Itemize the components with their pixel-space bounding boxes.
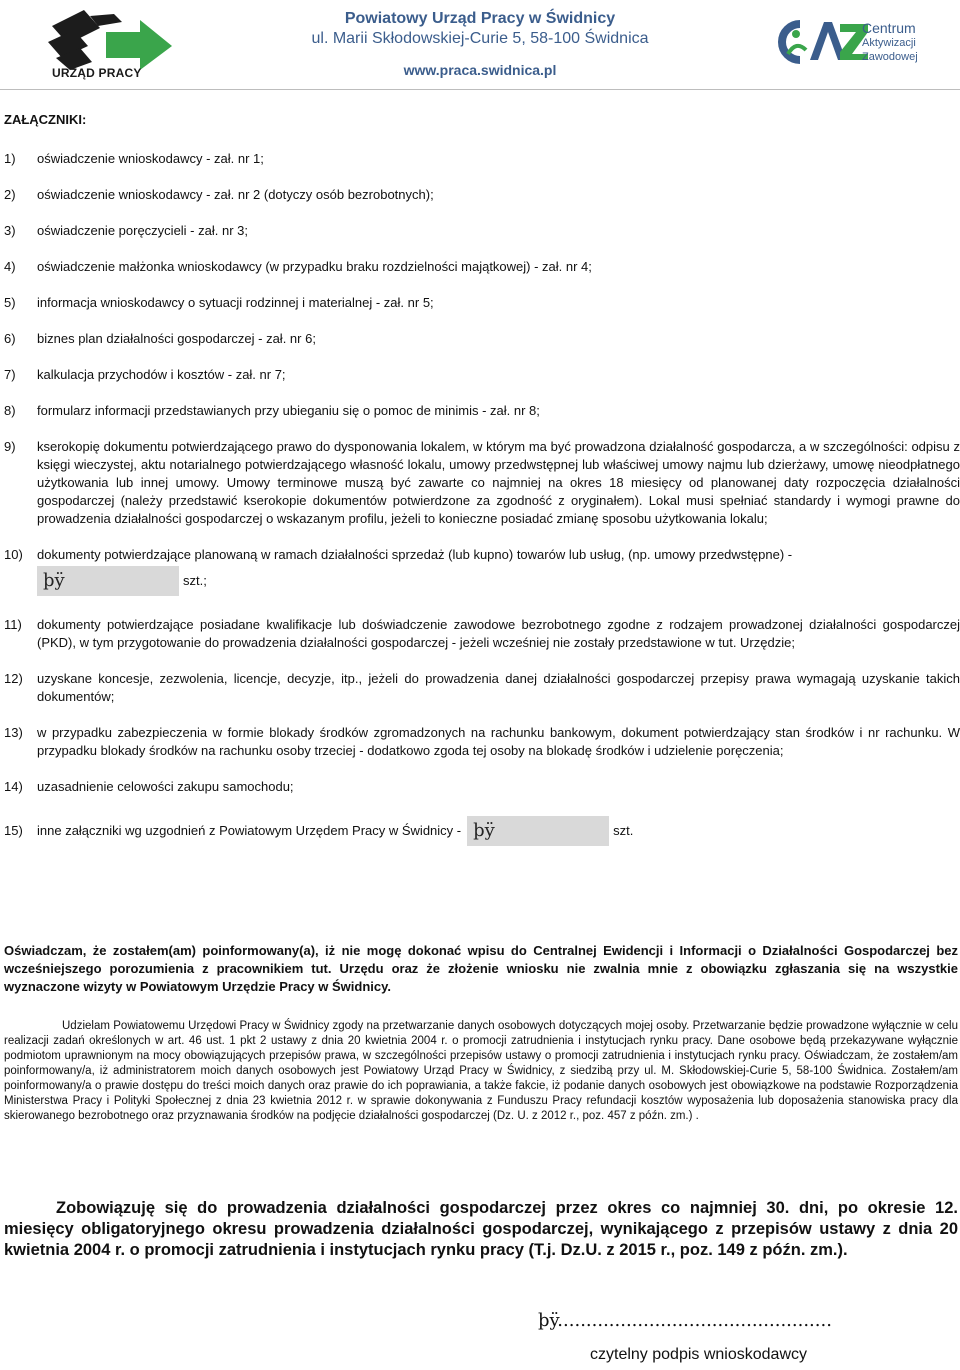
signature-field[interactable]: þÿ................................................ xyxy=(538,1310,832,1331)
other-attachments-unit: szt. xyxy=(613,823,634,838)
list-item: 11) dokumenty potwierdzające posiadane kwalifikacje lub doświadczenie zawodowe bezrobotnego zgodne z rodzajem prowadzonej działalności gospodarczej (PKD), w tym przygotowanie do prowadzenia działalności gospodarczej - jeżeli wcześniej nie zostały przedstawione w tut. Urzędzie; xyxy=(4,617,960,650)
office-name: Powiatowy Urząd Pracy w Świdnicy xyxy=(344,10,616,27)
list-item: 9) kserokopię dokumentu potwierdzającego prawo do dysponowania lokalem, w którym ma być prowadzona działalność gospodarcza, a w szczególności: odpisu z księgi wieczystej, aktu notarialnego potwierdzającego własność lokalu, umowy przedwstępnej lub właściwej umowy najmu lub dzierżawy, umowę nieodpłatnego użytkowania lub innej umowy. Umowy terminowe muszą być zawarte co najmniej na okres 18 miesięcy od planowanej daty rozpoczęcia działalności gospodarczej (należy przedstawić kserokopie dokumentów potwierdzone za zgodność z oryginałem). Lokal musi spełniać standardy i wymogi prawne do prowadzenia działalności gospodarczej o wskazanym profilu, jeżeli to konieczne posiadać zmianę sposobu użytkowania lokalu; xyxy=(4,439,960,526)
caz-line-2: Aktywizacji xyxy=(862,37,916,49)
sales-docs-count-row xyxy=(37,566,960,598)
list-item: 6) biznes plan działalności gospodarczej - zał. nr 6; xyxy=(4,331,316,346)
other-attachments-row: inne załączniki wg uzgodnień z Powiatowym Urzędem Pracy w Świdnicy - þÿ szt. xyxy=(37,814,960,848)
list-item: 1) oświadczenie wnioskodawcy - zał. nr 1; xyxy=(4,151,264,166)
list-item: 13) w przypadku zabezpieczenia w formie blokady środków zgromadzonych na rachunku bankowym, dokument potwierdzający stan środków i nr rachunku. W przypadku blokady środków na rachunku osoby trzeciej - dodatkowo zgoda tej osoby na blokadę środków i udzielenie poręczenia; xyxy=(4,725,960,758)
attachments-list xyxy=(4,150,960,848)
sales-docs-unit: szt.; xyxy=(183,573,207,588)
list-item: 12) uzyskane koncesje, zezwolenia, licencje, decyzje, itp., jeżeli do prowadzenia danej działalności gospodarczej przepisy prawa wymagają uzyskanie takich dokumentów; xyxy=(4,671,960,704)
list-item: 14) uzasadnienie celowości zakupu samochodu; xyxy=(4,779,294,794)
list-item: 15) inne załączniki wg uzgodnień z Powiatowym Urzędem Pracy w Świdnicy - þÿ szt. xyxy=(4,814,960,848)
header-divider xyxy=(0,89,960,90)
attachments-title: ZAŁĄCZNIKI: xyxy=(4,112,87,127)
signature-caption: czytelny podpis wnioskodawcy xyxy=(590,1346,807,1363)
caz-logo-icon xyxy=(770,14,870,70)
declaration-statement: Oświadczam, że zostałem(am) poinformowany(a), iż nie mogę dokonać wpisu do Centralnej Ewidencji i Informacji o Działalności Gospodarczej bez wcześniejszego porozumienia z pracownikiem tut. Urzędu oraz że złożenie wniosku nie zwalnia mnie z obowiązku zgłaszania się na wszystkie wyznaczone wizyty w Powiatowym Urzędzie Pracy w Świdnicy. xyxy=(4,943,958,994)
list-item: 10) dokumenty potwierdzające planowaną w ramach działalności sprzedaż (lub kupno) towarów lub usług, (np. umowy przedwstępne) - þÿ szt.; xyxy=(4,546,960,598)
caz-logo-text xyxy=(862,20,942,64)
list-item: 5) informacja wnioskodawcy o sytuacji rodzinnej i materialnej - zał. nr 5; xyxy=(4,295,434,310)
caz-line-3: Zawodowej xyxy=(862,51,918,63)
list-item: 7) kalkulacja przychodów i kosztów - zał. nr 7; xyxy=(4,367,286,382)
business-commitment: Zobowiązuję się do prowadzenia działalności gospodarczej przez okres co najmniej 30. dni, po okresie 12. miesięcy obligatoryjnego okresu prowadzenia działalności gospodarczej, wynikającego z przepisów ustawy z dnia 20 kwietnia 2004 r. o promocji zatrudnienia i instytucjach rynku pracy (T.j. Dz.U. z 2015 r., poz. 149 z późn. zm.). xyxy=(4,1199,958,1259)
list-item: 3) oświadczenie poręczycieli - zał. nr 3; xyxy=(4,223,248,238)
list-item: 2) oświadczenie wnioskodawcy - zał. nr 2 (dotyczy osób bezrobotnych); xyxy=(4,187,434,202)
office-website-link[interactable]: www.praca.swidnica.pl xyxy=(403,62,557,78)
office-address: ul. Marii Skłodowskiej-Curie 5, 58-100 Świdnica xyxy=(311,30,649,47)
document-header xyxy=(0,0,960,90)
list-item: 4) oświadczenie małżonka wnioskodawcy (w przypadku braku rozdzielności majątkowej) - zał. nr 4; xyxy=(4,259,592,274)
caz-line-1: Centrum xyxy=(862,20,916,36)
other-attachments-count-field[interactable]: þÿ xyxy=(467,816,609,846)
logo-left-text: URZĄD PRACY xyxy=(52,66,142,80)
data-processing-consent: Udzielam Powiatowemu Urzędowi Pracy w Świdnicy zgody na przetwarzanie danych osobowych dotyczących mojej osoby. Przetwarzanie będzie prowadzone wyłącznie w celu realizacji zadań określonych w art. 46 ust. 1 pkt 2 ustawy z dnia 20 kwietnia 2004 r. o promocji zatrudnienia i instytucjach rynku pracy. Dane osobowe będą przekazywane wyłącznie podmiotom uprawnionym na mocy obowiązujących przepisów prawa, w szczególności przepisów ustawy o promocji zatrudnienia i instytucjach rynku pracy. Oświadczam, że zostałem/am poinformowany/a, iż administratorem moich danych osobowych jest Powiatowy Urząd Pracy w Świdnicy, z siedzibą przy ul. M. Skłodowskiej-Curie 5, 58-100 Świdnica. Zostałem/am poinformowany/a o prawie dostępu do treści moich danych oraz prawie do ich poprawiania, a także fakcie, iż podanie danych osobowych jest obowiązkowe na podstawie Rozporządzenia Ministerstwa Pracy i Polityki Społecznej z dnia 23 kwietnia 2012 r. w sprawie dokonywania z Funduszu Pracy refundacji kosztów wyposażenia lub doposażenia stanowiska pracy dla skierowanego bezrobotnego oraz przyznawania środków na podjęcie działalności gospodarczej (Dz. U. z 2012 r., poz. 457 z późn. zm.) . xyxy=(4,1020,958,1122)
list-item: 8) formularz informacji przedstawianych przy ubieganiu się o pomoc de minimis - zał. nr 8; xyxy=(4,403,540,418)
sales-docs-count-field[interactable]: þÿ xyxy=(37,566,179,596)
